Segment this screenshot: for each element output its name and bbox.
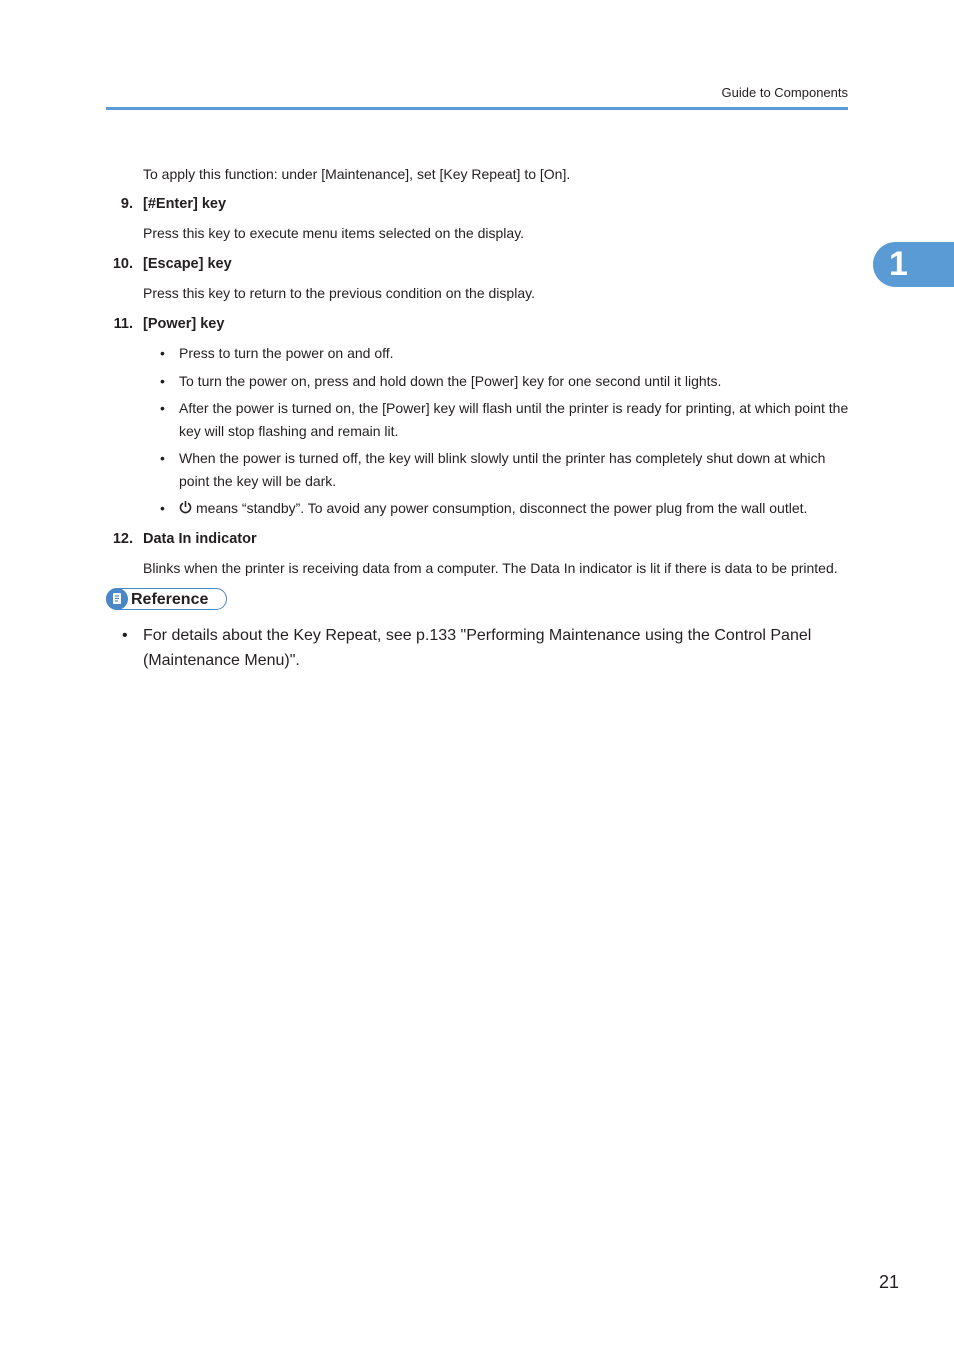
list-item [160,447,852,493]
bullet-dot: • [160,500,165,516]
bullet-dot: • [160,373,165,389]
item-title: Data In indicator [143,531,257,547]
item-title: [Power] key [143,316,225,332]
reference-icon [106,588,128,610]
list-item [160,370,852,393]
reference-item [122,623,842,673]
bullet-dot: • [160,345,165,361]
standby-text: means “standby”. To avoid any power consumption, disconnect the power plug from the wall outlet. [196,500,808,516]
reference-link-text[interactable]: For details about the Key Repeat, see p.133 "Performing Maintenance using the Control Panel (Maintenance Menu)". [143,627,812,669]
power-icon [179,500,192,514]
item-title: [#Enter] key [143,196,227,212]
header-rule [106,107,848,110]
page-number: 21 [879,1272,900,1292]
item-title: [Escape] key [143,256,232,272]
bullet-dot: • [122,627,128,644]
bullet-text: When the power is turned off, the key will blink slowly until the printer has completely shut down at which point the key will be dark. [179,450,826,489]
item-number: 12. [112,531,133,547]
item-number: 10. [112,256,133,272]
item-description: Press this key to return to the previous condition on the display. [143,285,535,301]
item-description: Blinks when the printer is receiving data from a computer. The Data In indicator is lit if there is data to be printed. [143,560,838,576]
item-heading-enter-key [106,193,226,215]
list-item [160,342,852,365]
item-heading-data-in [106,528,257,550]
reference-label: Reference [131,591,209,608]
chapter-tab[interactable]: 1 [873,242,954,287]
bullet-text-standby [179,497,852,520]
item-number: 9. [120,196,133,212]
list-item [160,397,852,443]
list-item [160,497,852,520]
item-heading-escape-key [106,253,232,275]
bullet-text: After the power is turned on, the [Power] key will flash until the printer is ready for printing, at which point the key will stop flashing and remain lit. [179,400,849,439]
item-heading-power-key [106,313,224,335]
bullet-dot: • [160,400,165,416]
item-number: 11. [113,316,133,332]
reference-badge [106,588,227,610]
item-description: Press this key to execute menu items selected on the display. [143,225,525,241]
bullet-text: Press to turn the power on and off. [179,345,394,361]
bullet-dot: • [160,450,165,466]
running-header: Guide to Components [721,85,848,100]
intro-paragraph: To apply this function: under [Maintenance], set [Key Repeat] to [On]. [143,166,571,182]
bullet-text: To turn the power on, press and hold down the [Power] key for one second until it lights. [179,373,722,389]
